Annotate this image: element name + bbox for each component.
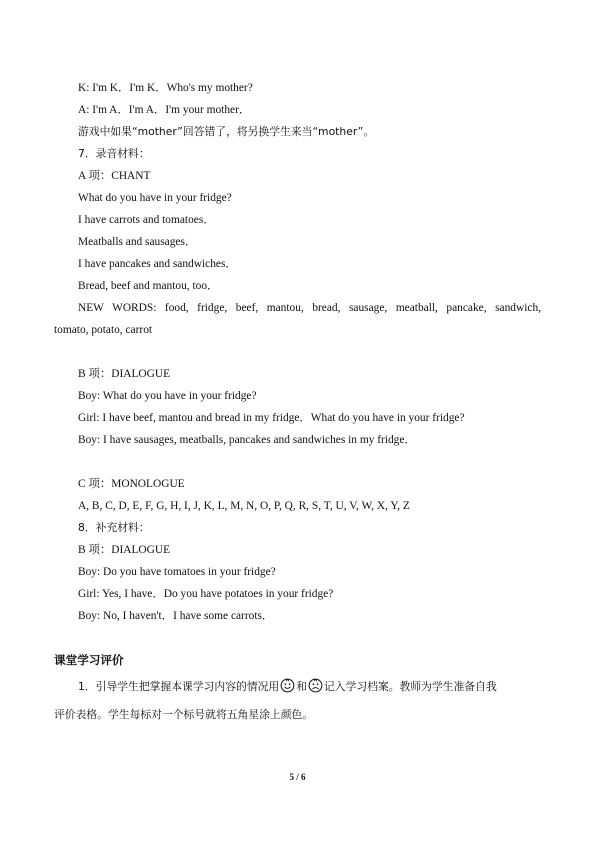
text-line: A 项：CHANT	[78, 170, 151, 182]
text-line: A, B, C, D, E, F, G, H, I, J, K, L, M, N, O, P, Q, R, S, T, U, V, W, X, Y, Z	[78, 500, 410, 512]
text-line: Meatballs and sausages．	[78, 236, 197, 248]
text-line: Boy: No, I haven't．I have some carrots．	[78, 610, 274, 622]
sad-face-icon	[308, 678, 323, 693]
text-line: 游戏中如果“mother”回答错了，将另换学生来当“mother”。	[78, 125, 375, 138]
text-line: 8．补充材料：	[78, 521, 150, 534]
evaluation-line: 评价表格。学生每标对一个标号就将五角星涂上颜色。	[54, 708, 314, 721]
section-heading: 课堂学习评价	[54, 653, 124, 667]
text-line: Bread, beef and mantou, too．	[78, 280, 219, 292]
text-line: Girl: I have beef, mantou and bread in my fridge．What do you have in your fridge?	[78, 412, 465, 424]
text-line: tomato, potato, carrot	[54, 324, 153, 336]
text-line: K: I'm K．I'm K．Who's my mother?	[78, 82, 253, 94]
evaluation-text: 记入学习档案。教师为学生准备自我	[324, 680, 497, 693]
text-line: I have carrots and tomatoes．	[78, 214, 215, 226]
text-line: Boy: What do you have in your fridge?	[78, 390, 257, 402]
text-line: Girl: Yes, I have．Do you have potatoes in your fridge?	[78, 588, 334, 600]
text-line: Boy: Do you have tomatoes in your fridge?	[78, 566, 276, 578]
text-line: Boy: I have sausages, meatballs, pancakes and sandwiches in my fridge．	[78, 434, 416, 446]
text-line: I have pancakes and sandwiches．	[78, 258, 237, 270]
text-line: A: I'm A．I'm A．I'm your mother．	[78, 104, 251, 116]
text-line: What do you have in your fridge?	[78, 192, 232, 204]
page-number: 5 / 6	[289, 772, 306, 782]
text-line: 7．录音材料：	[78, 147, 150, 160]
evaluation-line	[78, 678, 497, 694]
text-line: NEW WORDS: food, fridge, beef, mantou, bread, sausage, meatball, pancake, sandwich,	[78, 302, 541, 314]
evaluation-text: 1．引导学生把掌握本课学习内容的情况用	[78, 680, 280, 693]
evaluation-text: 和	[296, 680, 308, 693]
text-line: B 项：DIALOGUE	[78, 544, 171, 556]
text-line: B 项：DIALOGUE	[78, 368, 171, 380]
text-line: C 项：MONOLOGUE	[78, 478, 185, 490]
smiling-face-icon	[280, 678, 295, 693]
